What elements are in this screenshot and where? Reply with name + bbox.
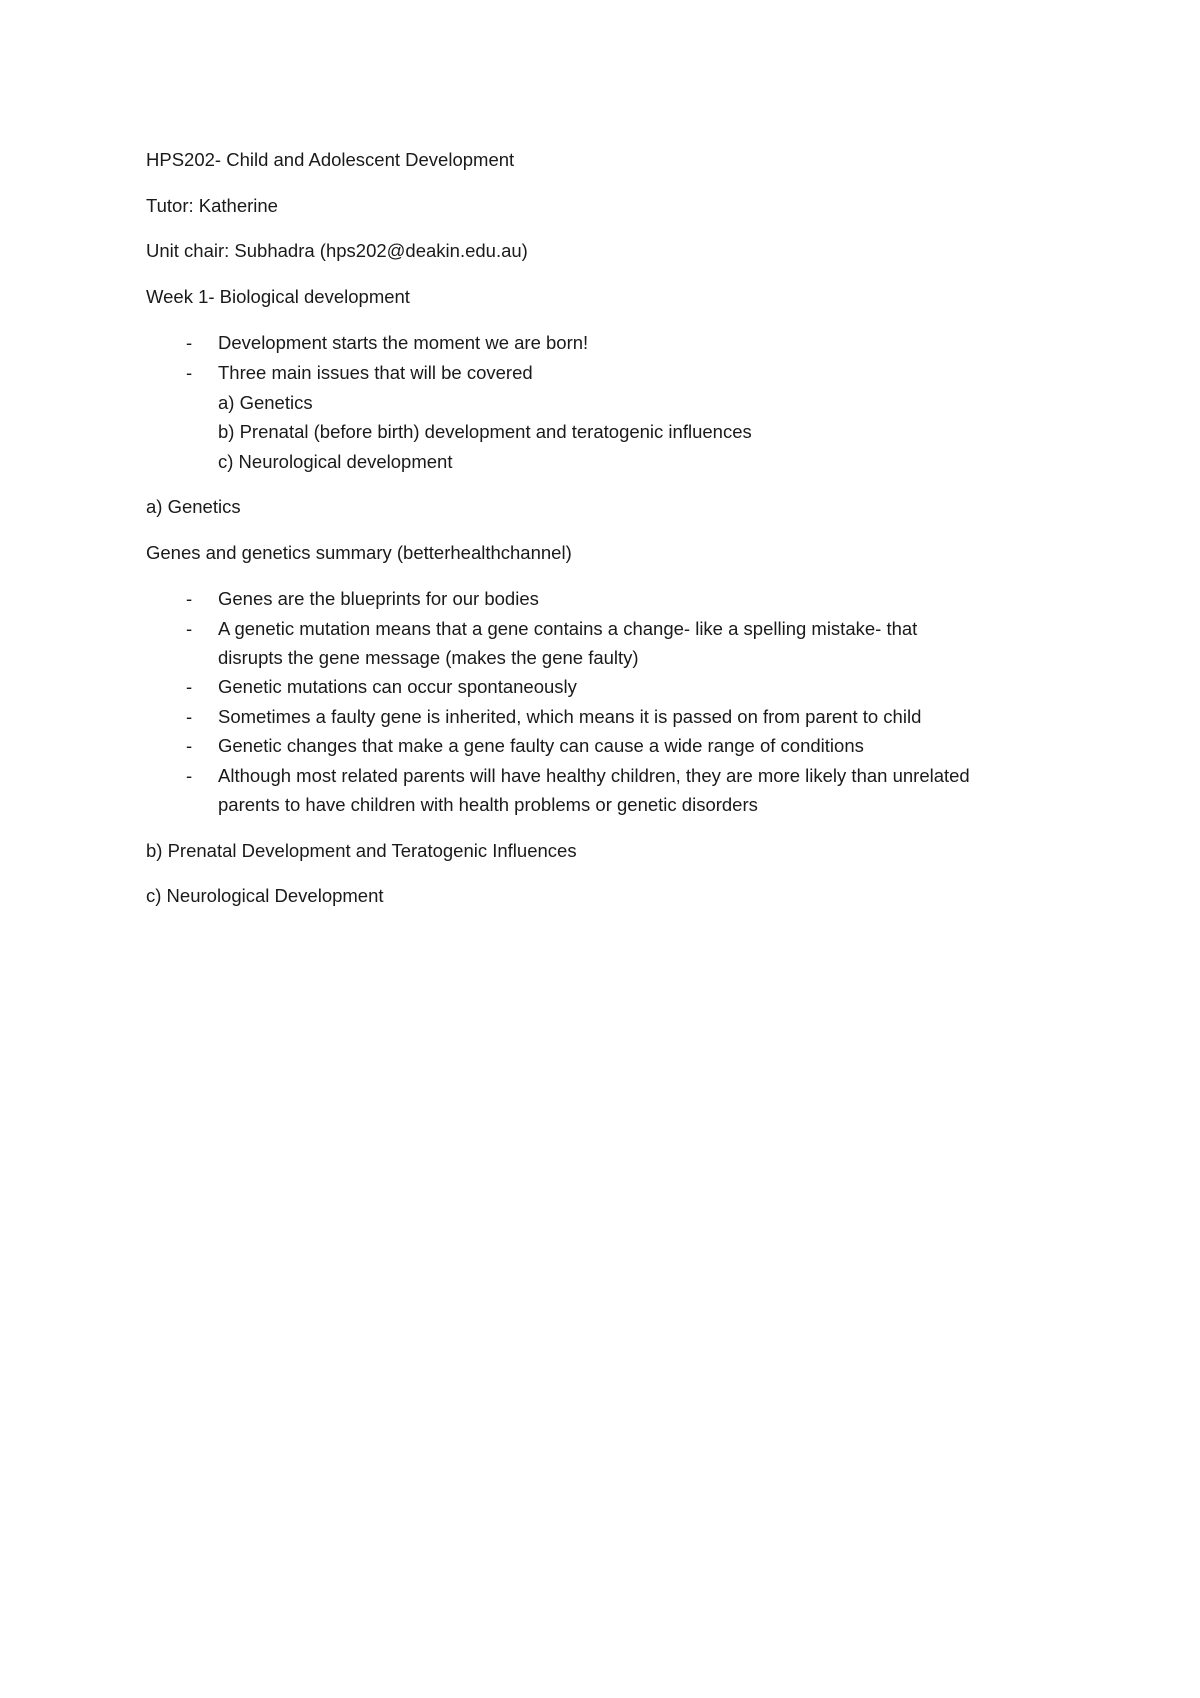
section-heading: a) Genetics (146, 496, 241, 517)
bullet-text: A genetic mutation means that a gene contains a change- like a spelling mistake- that (218, 618, 918, 639)
dash-bullet: - (186, 588, 193, 609)
bullet-text: Sometimes a faulty gene is inherited, which means it is passed on from parent to child (218, 706, 922, 727)
list-item (186, 617, 917, 641)
bullet-continuation: disrupts the gene message (makes the gene faulty) (218, 647, 639, 668)
bullet-text: Genetic changes that make a gene faulty can cause a wide range of conditions (218, 735, 864, 756)
summary-title: Genes and genetics summary (betterhealthchannel) (146, 542, 572, 563)
bullet-text: Although most related parents will have healthy children, they are more likely than unrelated (218, 765, 970, 786)
list-item (186, 764, 970, 788)
list-item (186, 587, 539, 611)
dash-bullet: - (186, 332, 193, 353)
unit-chair-line: Unit chair: Subhadra (hps202@deakin.edu.au) (146, 240, 528, 261)
dash-bullet: - (186, 735, 193, 756)
dash-bullet: - (186, 618, 193, 639)
sub-item: b) Prenatal (before birth) development and teratogenic influences (218, 421, 752, 442)
bullet-continuation: parents to have children with health problems or genetic disorders (218, 794, 758, 815)
dash-bullet: - (186, 676, 193, 697)
week-title: Week 1- Biological development (146, 286, 410, 307)
list-item (186, 734, 864, 758)
bullet-text: Genes are the blueprints for our bodies (218, 588, 539, 609)
sub-item: c) Neurological development (218, 451, 453, 472)
bullet-text: Development starts the moment we are born! (218, 332, 589, 353)
section-heading: b) Prenatal Development and Teratogenic Influences (146, 840, 577, 861)
list-item (186, 705, 921, 729)
tutor-line: Tutor: Katherine (146, 195, 278, 216)
list-item (186, 331, 588, 355)
bullet-text: Genetic mutations can occur spontaneously (218, 676, 577, 697)
dash-bullet: - (186, 765, 193, 786)
sub-item: a) Genetics (218, 392, 313, 413)
bullet-text: Three main issues that will be covered (218, 362, 533, 383)
course-title: HPS202- Child and Adolescent Development (146, 149, 515, 170)
section-heading: c) Neurological Development (146, 885, 384, 906)
dash-bullet: - (186, 706, 193, 727)
list-item (186, 675, 577, 699)
list-item (186, 361, 533, 385)
dash-bullet: - (186, 362, 193, 383)
